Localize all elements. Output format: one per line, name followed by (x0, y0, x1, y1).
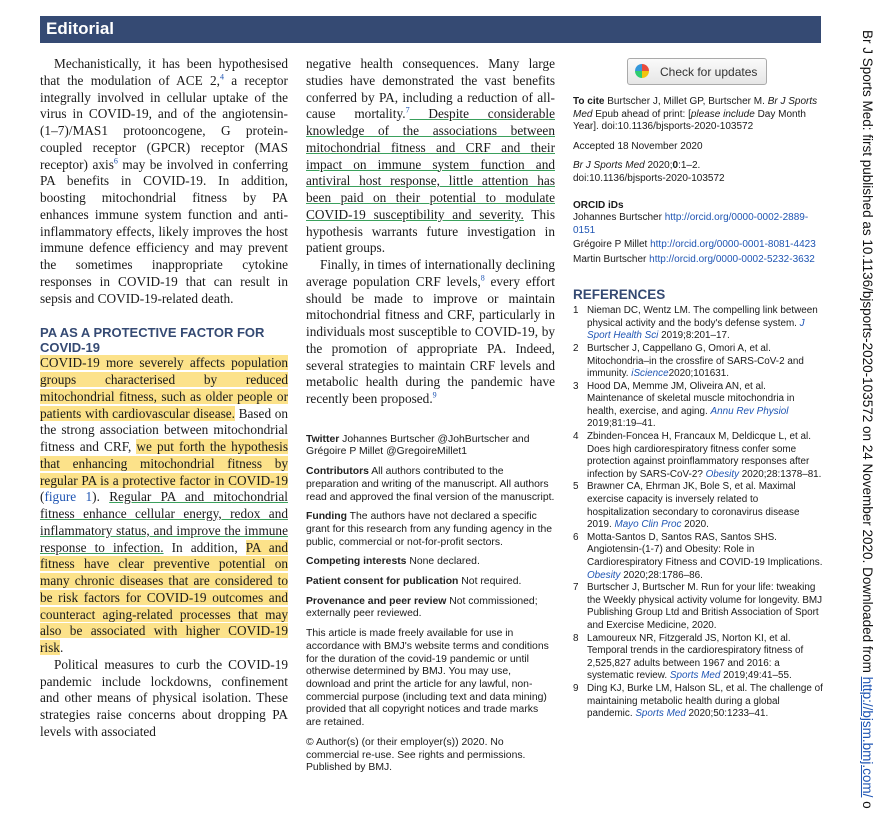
reference-item (573, 343, 823, 381)
journal-link[interactable]: Mayo Clin Proc (614, 519, 682, 531)
reference-number: 9 (573, 682, 579, 694)
reference-list (573, 305, 823, 721)
crossmark-icon (635, 64, 649, 78)
highlight: we put forth the hypothesis that enhancing mitochondrial fitness by regular PA is a protective factor in COVID-19 (40, 439, 288, 488)
reference-text: Burtscher J, Cappellano G, Omori A, et al. Mitochondria–in the crossfire of SARS-CoV-2 and immunity. (587, 342, 804, 380)
reference-detail: 2020;101631. (668, 368, 730, 380)
journal-link[interactable]: Obesity (587, 569, 621, 581)
text-run: every effort should be made to improve or maintain mitochondrial fitness and CRF, particularly in individuals most susceptible to COVID-19, by the promotion of appropriate PA. Indeed, several strategies to maintain CRF levels and metabolic health during the pandemic have recently been proposed. (306, 273, 555, 406)
text-run: 0 (672, 160, 679, 172)
sidebar-text: Br J Sports Med: first published as 10.1136/bjsports-2020-103572 on 24 November 2020. Downloaded from (860, 30, 875, 677)
text-run: . (59, 640, 64, 655)
reference-number: 8 (573, 632, 579, 644)
text-run: 2020; (644, 160, 673, 172)
journal-link[interactable]: iScience (631, 368, 669, 380)
text-run: This hypothesis warrants future investigation in patient groups. (306, 206, 556, 256)
orcid-list (573, 212, 823, 266)
citation-link[interactable]: 7 (405, 105, 410, 115)
twitter-note (306, 434, 555, 459)
accepted-date: Accepted 18 November 2020 (573, 140, 703, 152)
text-run: None declared. (406, 556, 480, 568)
reference-detail: 2020;28:1378–81. (739, 468, 822, 480)
text-run: ( (40, 489, 45, 505)
text-run: negative health consequences. Many large studies have demonstrated the vast benefits conferred by PA, including a reduction of all-cause mortality. (306, 56, 555, 122)
text-run: may be involved in conferring PA benefits in COVID-19. In addition, boosting mitochondrial fitness by PA enhances immune system function and anti-inflammatory effects, likely improves the host immune defence efficiency and may prevent the sometimes inappropriate cytokine responses in COVID-19 that can result in sepsis and COVID-19-related death. (40, 156, 288, 306)
reference-text: Zbinden-Foncea H, Francaux M, Deldicque L, et al. Does high cardiorespiratory fitness confer some protection against proinflammatory responses after infection by SARS-CoV-2? (587, 431, 811, 480)
label: Patient consent for publication (306, 576, 459, 588)
text-run: The authors have not declared a specific grant for this research from any funding agency in the public, commercial or not-for-profit sectors. (306, 511, 553, 548)
text-run: Br J Sports Med (573, 96, 818, 120)
text-run: Mechanistically, it has been hypothesised that the modulation of ACE 2, (40, 56, 288, 88)
citation-link[interactable]: 8 (480, 273, 485, 283)
reference-number: 7 (573, 582, 579, 594)
sidebar-notice (857, 30, 879, 822)
paragraph (306, 257, 555, 408)
competing-interests-note (306, 556, 555, 569)
label: Contributors (306, 466, 369, 478)
author-name: Johannes Burtscher (573, 212, 665, 224)
reference-item (573, 532, 823, 582)
reference-item (573, 305, 823, 343)
text-run: Burtscher J, Millet GP, Burtscher M. (604, 96, 768, 107)
reference-item (573, 381, 823, 431)
reference-detail: 2020. (681, 519, 709, 531)
underlined-text: Despite considerable knowledge of the associations between mitochondrial fitness and CRF and their impact on immune system function and antiviral host response, little attention has been paid on their potential to modulate COVID-19 susceptibility and severity. (306, 106, 556, 222)
underlined-text: Regular PA and mitochondrial fitness enhance cellular energy, redox and inflammatory status, and improve the immune response to infection. (40, 489, 288, 555)
paragraph (40, 355, 288, 657)
reference-item (573, 633, 823, 683)
doi: doi:10.1136/bjsports-2020-103572 (573, 172, 725, 184)
reference-item (573, 431, 823, 481)
text-run: In addition, (163, 539, 246, 555)
reference-detail: 2019;49:41–55. (720, 670, 792, 682)
figure-link[interactable]: figure 1 (44, 489, 93, 505)
orcid-item (573, 239, 823, 252)
provenance-note (306, 596, 555, 621)
reference-text: Burtscher J, Burtscher M. Run for your life: tweaking the Weekly physical activity volume for longevity. BMJ Publishing Group Ltd and British Association of Sport and Exercise Medicine, 2020. (587, 582, 823, 631)
text-run: Br J Sports Med (573, 160, 645, 172)
check-for-updates-button[interactable] (627, 58, 767, 85)
reference-detail: 2020;50:1233–41. (685, 708, 769, 720)
contributors-note (306, 466, 555, 504)
orcid-link[interactable]: http://orcid.org/0000-0001-8081-4423 (650, 239, 816, 251)
bjsm-link[interactable]: http://bjsm.bmj.com/ (860, 676, 875, 798)
text-run: Epub ahead of print: [ (592, 108, 691, 120)
journal-link[interactable]: Sports Med (635, 708, 686, 720)
reference-detail: 2020;28:1786–86. (620, 569, 703, 581)
section-title: Editorial (46, 19, 115, 38)
reference-item (573, 683, 823, 721)
section-heading: PA AS A PROTECTIVE FACTOR FOR COVID-19 (40, 325, 265, 356)
citation-link[interactable]: 9 (432, 390, 437, 400)
citation-link[interactable]: 6 (113, 156, 118, 166)
text-run: Johannes Burtscher @JohBurtscher and Grégoire P Millet @GregoireMillet1 (306, 433, 530, 458)
reference-text: Ding KJ, Burke LM, Halson SL, et al. The challenge of maintaining metabolic health during a global pandemic. (587, 682, 823, 720)
label: Competing interests (306, 556, 407, 568)
journal-link[interactable]: Obesity (705, 468, 740, 480)
orcid-heading: ORCID iDs (573, 199, 624, 211)
author-name: Martin Burtscher (573, 253, 650, 265)
reference-number: 4 (573, 431, 579, 443)
copyright-note: © Author(s) (or their employer(s)) 2020. No commercial re-use. See rights and permissions. Published by BMJ. (306, 736, 526, 774)
label: Twitter (306, 433, 340, 445)
reference-text: Nieman DC, Wentz LM. The compelling link between physical activity and the body's defense system. (587, 305, 818, 329)
text-run: Finally, in times of internationally declining average population CRF levels, (306, 257, 555, 289)
label: Funding (306, 511, 347, 523)
reference-number: 5 (573, 481, 579, 493)
sidebar-text: o (860, 797, 875, 809)
reference-text: Brawner CA, Ehrman JK, Bole S, et al. Maximal exercise capacity is inversely related to hospitalization secondary to coronavirus disease 2019. (587, 481, 800, 531)
label: Provenance and peer review (306, 595, 447, 607)
orcid-link[interactable]: http://orcid.org/0000-0002-5232-3632 (649, 253, 815, 265)
label: To cite (573, 96, 605, 107)
journal-link[interactable]: Sports Med (669, 670, 721, 682)
reference-item (573, 582, 823, 632)
reference-detail: 2019;8:201–17. (658, 330, 730, 342)
text-run: :1–2. (678, 160, 701, 172)
text-run: Day Month Year]. doi:10.1136/bjsports-2020-103572 (573, 108, 806, 133)
reference-number: 1 (573, 305, 579, 317)
references-heading: REFERENCES (573, 286, 666, 302)
funding-note (306, 511, 555, 549)
reference-text: Motta-Santos D, Santos RAS, Santos SHS. Angiotensin-(1-7) and Obesity: Role in Cardiorespiratory Fitness and COVID-19 Implications. (587, 531, 823, 568)
citation-info (573, 96, 823, 134)
orcid-item (573, 254, 823, 267)
reference-text: Lamoureux NR, Fitzgerald JS, Norton KI, et al. Temporal trends in the cardiorespiratory fitness of 2,525,827 adults between 1967 and 2016: a systematic review. (587, 632, 804, 682)
text-run: Based on the strong association between mitochondrial fitness and CRF, (40, 405, 288, 454)
text-run: Not required. (458, 576, 522, 588)
free-access-note: This article is made freely available for use in accordance with BMJ's website terms and conditions for the duration of the covid-19 pandemic or until otherwise determined by BMJ. You may use, download and print the article for any lawful, non-commercial purpose (including text and data mining) provided that all copyright notices and trade marks are retained. (306, 628, 549, 729)
text-run: All authors contributed to the preparation and writing of the manuscript. All authors read and approved the final version of the manuscript. (306, 466, 555, 503)
journal-ref (573, 160, 823, 185)
orcid-item (573, 212, 823, 237)
column-left (40, 56, 288, 741)
reference-detail: 2019;81:19–41. (587, 418, 656, 430)
journal-link[interactable]: J Sport Health Sci (587, 317, 805, 342)
highlight: COVID-19 more severely affects population groups characterised by reduced mitochondrial fitness, such as older people or patients with cardiovascular disease. (40, 355, 288, 421)
orcid-link[interactable]: http://orcid.org/0000-0002-2889-0151 (573, 212, 809, 236)
paragraph (306, 56, 555, 257)
section-banner (40, 16, 821, 43)
text-run: a receptor integrally involved in cellular uptake of the virus in COVID-19, and of the angiotensin-(1–7)/MAS1 protooncogene, G protein-coupled receptor (GPCR) receptor (MAS receptor) axis (40, 72, 288, 172)
column-middle (306, 56, 555, 775)
reference-text: Hood DA, Memme JM, Oliveira AN, et al. Maintenance of skeletal muscle mitochondria in health, exercise, and aging. (587, 380, 795, 417)
reference-number: 6 (573, 531, 579, 543)
paragraph: Political measures to curb the COVID-19 pandemic include lockdowns, confinement and other means of physical isolation. These strategies raise concerns about dropping PA levels with associated (40, 656, 288, 739)
patient-consent-note (306, 576, 555, 589)
reference-item (573, 481, 823, 531)
text-run: Not commissioned; externally peer reviewed. (306, 595, 538, 620)
author-name: Grégoire P Millet (573, 239, 651, 251)
highlight: PA and fitness have clear preventive potential on many chronic diseases that are considered to be risk factors for COVID-19 outcomes and counteract aging-related processes that may also be associated with higher COVID-19 risk (40, 539, 288, 655)
button-label: Check for updates (660, 65, 758, 79)
text-run: please include (690, 108, 755, 120)
reference-number: 2 (573, 342, 579, 354)
journal-link[interactable]: Annu Rev Physiol (710, 405, 789, 417)
reference-number: 3 (573, 380, 579, 392)
column-right (573, 96, 823, 721)
text-run: ). (92, 489, 110, 505)
paragraph (40, 56, 288, 307)
citation-link[interactable]: 4 (220, 72, 224, 82)
